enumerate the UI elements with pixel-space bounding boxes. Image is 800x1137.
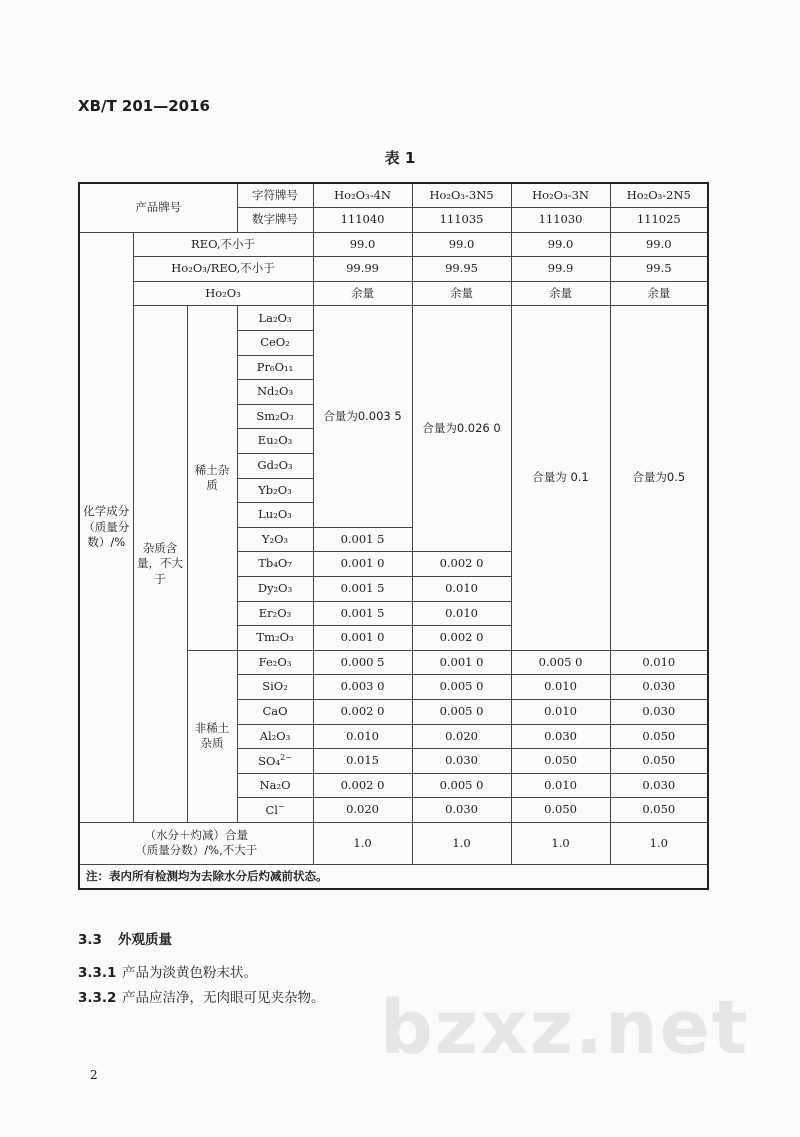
impurity-name: Y₂O₃ (237, 527, 313, 552)
water-label (79, 822, 313, 864)
impurity-name: Tm₂O₃ (237, 626, 313, 651)
impurity-value: 0.010 (511, 675, 610, 700)
impurity-name: CaO (237, 699, 313, 724)
impurity-value: 0.030 (412, 749, 511, 774)
impurity-name (237, 749, 313, 774)
impurity-value: 0.010 (412, 577, 511, 602)
page-number: 2 (90, 1068, 98, 1082)
non-re-impurity-label: 非稀土杂质 (187, 650, 237, 822)
section-heading (78, 928, 172, 948)
char-brand-row (79, 183, 708, 208)
ratio-label: Ho₂O₃/REO,不小于 (133, 257, 313, 282)
impurity-name: Gd₂O₃ (237, 454, 313, 479)
reo-value: 99.0 (313, 232, 412, 257)
char-brand: Ho₂O₃-2N5 (610, 183, 708, 208)
section-number: 3.3 (78, 932, 102, 948)
ho-value: 余量 (412, 281, 511, 306)
impurity-value: 0.002 0 (313, 773, 412, 798)
impurity-formula: Cl (265, 802, 278, 817)
impurity-label: 杂质含量，不大于 (133, 306, 187, 822)
re-impurity-label: 稀土杂质 (187, 306, 237, 650)
impurity-value: 0.050 (511, 749, 610, 774)
water-label-line: （质量分数）/%,不大于 (135, 843, 258, 858)
impurity-name: Nd₂O₃ (237, 380, 313, 405)
section-title: 外观质量 (118, 932, 172, 948)
impurity-charge: − (277, 801, 285, 811)
impurity-name: Fe₂O₃ (237, 650, 313, 675)
impurity-value: 0.005 0 (511, 650, 610, 675)
impurity-name: Dy₂O₃ (237, 577, 313, 602)
ratio-value: 99.95 (412, 257, 511, 282)
impurity-value: 0.010 (610, 650, 708, 675)
char-brand: Ho₂O₃-4N (313, 183, 412, 208)
impurity-name: Eu₂O₃ (237, 429, 313, 454)
standard-code: XB/T 201—2016 (78, 97, 210, 115)
clause-item (78, 986, 325, 1006)
impurity-name: Lu₂O₃ (237, 503, 313, 528)
num-brand-label: 数字牌号 (237, 208, 313, 233)
sum-3n: 合量为 0.1 (511, 306, 610, 650)
reo-row (79, 232, 708, 257)
clause-text: 产品应洁净，无肉眼可见夹杂物。 (122, 990, 325, 1006)
impurity-value: 0.030 (610, 699, 708, 724)
num-brand: 111030 (511, 208, 610, 233)
char-brand: Ho₂O₃-3N (511, 183, 610, 208)
impurity-value: 0.010 (412, 601, 511, 626)
clause-number: 3.3.1 (78, 965, 117, 981)
impurity-name: SiO₂ (237, 675, 313, 700)
water-value: 1.0 (313, 822, 412, 864)
impurity-value: 0.020 (313, 798, 412, 823)
clause-item (78, 961, 257, 981)
impurity-name: Tb₄O₇ (237, 552, 313, 577)
impurity-value: 0.030 (610, 675, 708, 700)
chem-composition-label: 化学成分（质量分数）/% (79, 232, 133, 822)
impurity-value: 0.002 0 (313, 699, 412, 724)
impurity-value: 0.010 (511, 699, 610, 724)
impurity-value: 0.001 0 (313, 626, 412, 651)
impurity-value: 0.000 5 (313, 650, 412, 675)
ho-value: 余量 (511, 281, 610, 306)
table-title: 表 1 (384, 149, 416, 167)
reo-label: REO,不小于 (133, 232, 313, 257)
impurity-value: 0.050 (610, 749, 708, 774)
table-note: 注：表内所有检测均为去除水分后灼减前状态。 (79, 864, 708, 889)
num-brand: 111035 (412, 208, 511, 233)
impurity-value: 0.010 (511, 773, 610, 798)
impurity-name: Yb₂O₃ (237, 478, 313, 503)
impurity-value: 0.010 (313, 724, 412, 749)
impurity-name (237, 798, 313, 823)
impurity-value: 0.030 (511, 724, 610, 749)
impurity-charge: 2− (280, 752, 292, 762)
clause-number: 3.3.2 (78, 990, 117, 1006)
spec-table (78, 182, 709, 890)
impurity-value: 0.002 0 (412, 552, 511, 577)
ho-value: 余量 (313, 281, 412, 306)
water-value: 1.0 (412, 822, 511, 864)
brand-label: 产品牌号 (79, 183, 237, 232)
impurity-value: 0.050 (610, 798, 708, 823)
impurity-value: 0.001 5 (313, 601, 412, 626)
impurity-name: Na₂O (237, 773, 313, 798)
impurity-value: 0.001 5 (313, 577, 412, 602)
impurity-value: 0.002 0 (412, 626, 511, 651)
impurity-name: Al₂O₃ (237, 724, 313, 749)
impurity-value: 0.001 0 (313, 552, 412, 577)
impurity-name: Er₂O₃ (237, 601, 313, 626)
impurity-name: Pr₆O₁₁ (237, 355, 313, 380)
re-impurity-row (79, 306, 708, 331)
impurity-value: 0.020 (412, 724, 511, 749)
impurity-value: 0.003 0 (313, 675, 412, 700)
clause-text: 产品为淡黄色粉末状。 (122, 965, 257, 981)
num-brand: 111040 (313, 208, 412, 233)
impurity-value: 0.001 5 (313, 527, 412, 552)
reo-value: 99.0 (412, 232, 511, 257)
ratio-value: 99.9 (511, 257, 610, 282)
ho-label: Ho₂O₃ (133, 281, 313, 306)
sum-2n5: 合量为0.5 (610, 306, 708, 650)
ratio-value: 99.99 (313, 257, 412, 282)
water-row (79, 822, 708, 864)
ratio-value: 99.5 (610, 257, 708, 282)
impurity-value: 0.030 (610, 773, 708, 798)
impurity-name: Sm₂O₃ (237, 404, 313, 429)
impurity-value: 0.005 0 (412, 699, 511, 724)
reo-value: 99.0 (511, 232, 610, 257)
ho-row (79, 281, 708, 306)
sum-4n: 合量为0.003 5 (313, 306, 412, 527)
char-brand-label: 字符牌号 (237, 183, 313, 208)
impurity-value: 0.030 (412, 798, 511, 823)
water-value: 1.0 (610, 822, 708, 864)
impurity-value: 0.050 (511, 798, 610, 823)
impurity-name: La₂O₃ (237, 306, 313, 331)
note-row (79, 864, 708, 889)
sum-3n5: 合量为0.026 0 (412, 306, 511, 552)
impurity-value: 0.005 0 (412, 773, 511, 798)
water-label-line: （水分＋灼减）合量 (144, 827, 249, 842)
impurity-value: 0.001 0 (412, 650, 511, 675)
watermark: bzxz.net (380, 985, 750, 1071)
impurity-name: CeO₂ (237, 331, 313, 356)
char-brand: Ho₂O₃-3N5 (412, 183, 511, 208)
impurity-formula: SO₄ (258, 753, 281, 768)
impurity-value: 0.005 0 (412, 675, 511, 700)
impurity-value: 0.015 (313, 749, 412, 774)
impurity-value: 0.050 (610, 724, 708, 749)
reo-value: 99.0 (610, 232, 708, 257)
ho-value: 余量 (610, 281, 708, 306)
num-brand: 111025 (610, 208, 708, 233)
water-value: 1.0 (511, 822, 610, 864)
ratio-row (79, 257, 708, 282)
